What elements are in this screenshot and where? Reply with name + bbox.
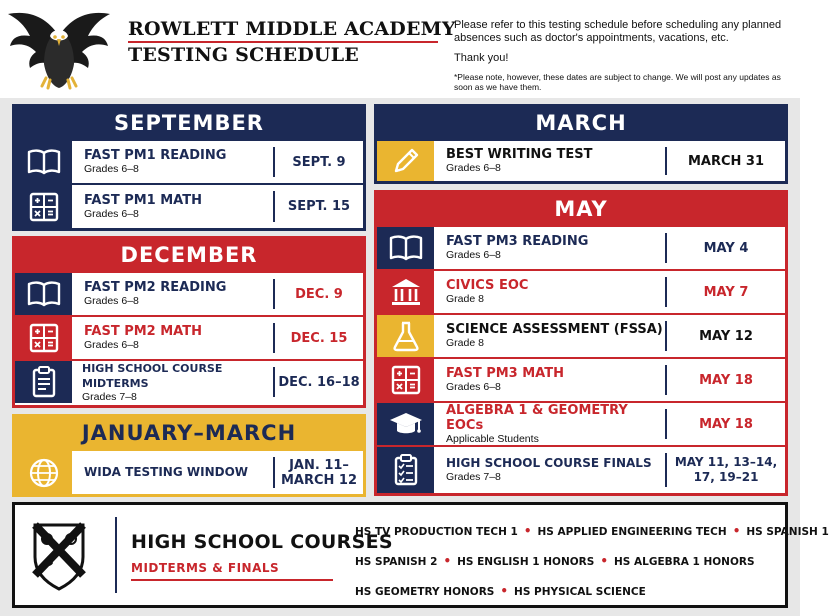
row-text (434, 315, 665, 357)
course-name: HS PHYSICAL SCIENCE (514, 586, 646, 598)
row-text (72, 317, 273, 359)
calculator-icon (377, 359, 434, 401)
date-line: 17, 19–21 (693, 470, 759, 484)
row-text (434, 227, 665, 269)
section-title: MARCH (377, 107, 785, 139)
schedule-row (377, 139, 785, 181)
schedule-row (377, 269, 785, 313)
test-date: SEPT. 15 (273, 191, 363, 222)
schedule-row (15, 139, 363, 183)
section-january-march (12, 414, 366, 497)
book-icon (377, 227, 434, 269)
schedule-row (15, 359, 363, 403)
test-date: MAY 18 (665, 409, 785, 439)
test-name: FAST PM2 MATH (84, 324, 202, 339)
eagle-logo-icon (6, 6, 112, 90)
test-name: ALGEBRA 1 & GEOMETRY EOCs (446, 402, 628, 433)
checklist-icon (377, 447, 434, 493)
subtitle-underline (131, 579, 333, 581)
courses-subtitle: MIDTERMS & FINALS (131, 561, 280, 575)
row-text (434, 359, 665, 401)
flask-icon (377, 315, 434, 357)
course-name: HS ENGLISH 1 HONORS (457, 556, 595, 568)
pencil-icon (377, 141, 434, 181)
row-text (434, 447, 665, 493)
test-name: SCIENCE ASSESSMENT (FSSA) (446, 322, 663, 337)
schedule-row (377, 225, 785, 269)
courses-divider (115, 517, 117, 593)
course-list (355, 517, 829, 607)
schedule-row (377, 357, 785, 401)
test-name: HIGH SCHOOL COURSE FINALS (446, 456, 652, 470)
grade-level: Applicable Students (446, 432, 539, 445)
row-text (72, 451, 273, 494)
courses-title: HIGH SCHOOL COURSES (131, 531, 393, 553)
course-name: HS APPLIED ENGINEERING TECH (537, 526, 727, 538)
notice-text (454, 19, 790, 99)
calculator-icon (15, 185, 72, 228)
course-name: HS SPANISH 2 (355, 556, 438, 568)
test-date: MAY 4 (665, 233, 785, 263)
section-title: DECEMBER (15, 239, 363, 271)
bullet-separator: • (443, 554, 452, 568)
course-name: HS GEOMETRY HONORS (355, 586, 495, 598)
course-name: HS TV PRODUCTION TECH 1 (355, 526, 518, 538)
row-text (72, 185, 273, 228)
book-icon (15, 273, 72, 315)
course-line (355, 547, 785, 577)
book-icon (15, 141, 72, 183)
grade-level: Grades 6–8 (446, 381, 501, 393)
grade-level: Grades 7–8 (446, 471, 501, 483)
disclaimer-note: *Please note, however, these dates are subject to change. We will post any updates as soon as we have them. (454, 72, 781, 92)
bullet-separator: • (600, 554, 609, 568)
course-line (355, 577, 785, 607)
grade-level: Grades 6–8 (84, 163, 139, 175)
test-name: FAST PM3 READING (446, 234, 589, 249)
test-date: MAY 12 (665, 321, 785, 351)
date-line: MARCH 12 (280, 472, 358, 488)
test-date (665, 453, 785, 487)
course-line (355, 517, 829, 547)
graduation-cap-icon (377, 403, 434, 445)
row-text (434, 403, 665, 445)
school-name: ROWLETT MIDDLE ACADEMY (128, 18, 456, 40)
section-title: MAY (377, 193, 785, 225)
grade-level: Grade 8 (446, 293, 484, 305)
calculator-icon (15, 317, 72, 359)
school-crest-icon (31, 519, 87, 591)
clipboard-icon (15, 361, 72, 403)
section-may (374, 190, 788, 496)
test-date: MAY 18 (665, 365, 785, 395)
test-name: HIGH SCHOOL COURSE MIDTERMS (82, 361, 223, 390)
test-name: FAST PM3 MATH (446, 366, 564, 381)
page-header (0, 0, 800, 96)
schedule-row (15, 315, 363, 359)
test-name: BEST WRITING TEST (446, 147, 593, 162)
row-text (72, 141, 273, 183)
government-building-icon (377, 271, 434, 313)
schedule-row (377, 313, 785, 357)
page-title: TESTING SCHEDULE (128, 44, 359, 66)
test-date: DEC. 9 (273, 279, 363, 309)
grade-level: Grades 6–8 (84, 339, 139, 351)
globe-icon (15, 451, 72, 494)
test-date: DEC. 15 (273, 323, 363, 353)
schedule-row (377, 401, 785, 445)
test-name: FAST PM1 READING (84, 148, 227, 163)
section-september (12, 104, 366, 231)
section-march (374, 104, 788, 184)
test-date: DEC. 16–18 (273, 367, 363, 397)
high-school-courses-box (12, 502, 829, 608)
test-date (273, 457, 363, 488)
grade-level: Grades 7–8 (82, 390, 137, 403)
grade-level: Grades 6–8 (446, 162, 501, 174)
grade-level: Grades 6–8 (84, 295, 139, 307)
date-line: JAN. 11– (289, 457, 349, 473)
grade-level: Grades 6–8 (84, 207, 139, 220)
notice-paragraph: Please refer to this testing schedule before scheduling any planned absences such as doctor's appointments, vacations, etc. (454, 19, 782, 44)
title-block (128, 18, 456, 66)
section-december (12, 236, 366, 408)
test-name: WIDA TESTING WINDOW (84, 465, 249, 479)
schedule-row (15, 271, 363, 315)
test-date: SEPT. 9 (273, 147, 363, 177)
test-name: CIVICS EOC (446, 278, 529, 293)
grade-level: Grades 6–8 (446, 249, 501, 261)
section-title: JANUARY–MARCH (15, 417, 363, 449)
course-name: HS ALGEBRA 1 HONORS (614, 556, 755, 568)
thanks-text: Thank you! (454, 52, 509, 64)
test-date: MARCH 31 (665, 147, 785, 175)
row-text (434, 271, 665, 313)
grade-level: Grade 8 (446, 337, 484, 349)
bullet-separator: • (732, 524, 741, 538)
section-title: SEPTEMBER (15, 107, 363, 139)
test-name: FAST PM2 READING (84, 280, 227, 295)
schedule-row (15, 183, 363, 228)
bullet-separator: • (523, 524, 532, 538)
date-line: MAY 11, 13–14, (674, 455, 778, 469)
schedule-row (15, 449, 363, 494)
row-text (72, 361, 273, 403)
schedule-row (377, 445, 785, 493)
course-name: HS SPANISH 1 (746, 526, 829, 538)
test-date: MAY 7 (665, 277, 785, 307)
row-text (72, 273, 273, 315)
row-text (434, 141, 665, 181)
title-underline (128, 41, 438, 43)
bullet-separator: • (500, 584, 509, 598)
test-name: FAST PM1 MATH (84, 192, 202, 208)
